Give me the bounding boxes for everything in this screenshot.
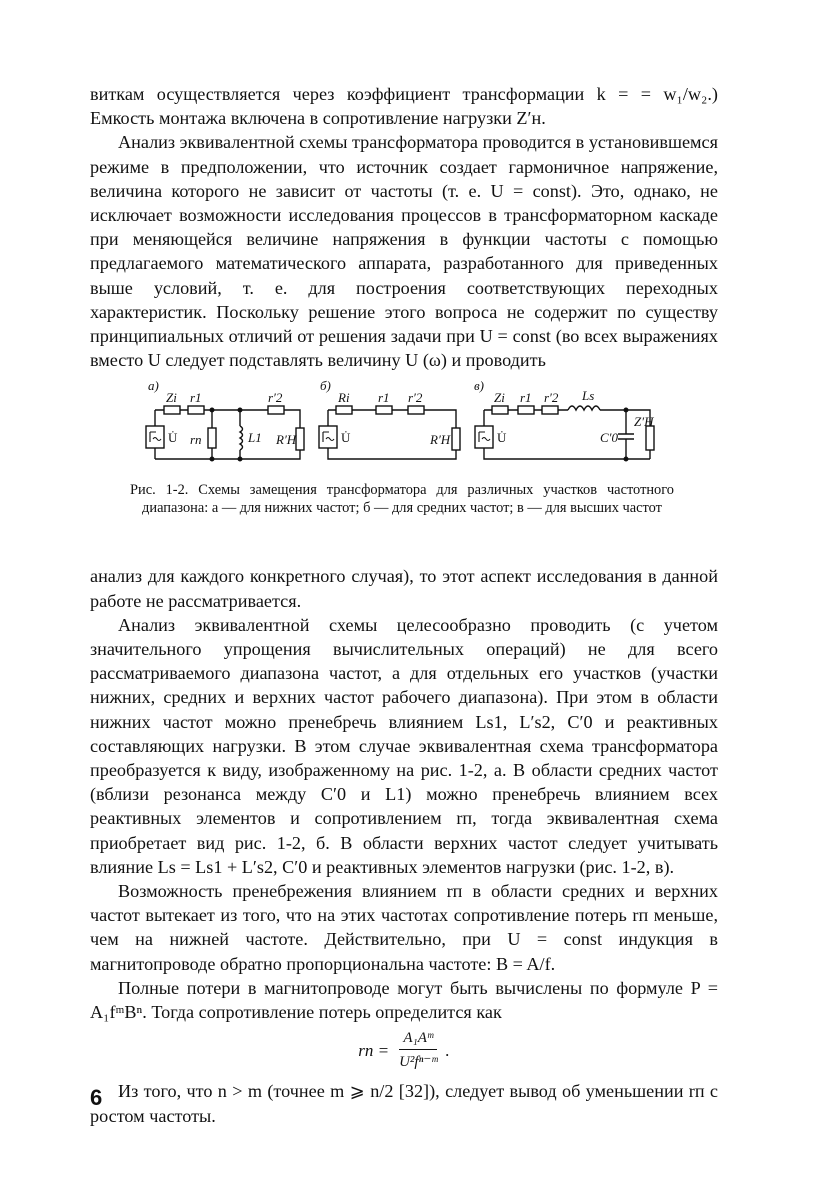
paragraph-6: Полные потери в магнитопроводе могут быть вычислены по формуле P = A₁fᵐBⁿ. Тогда сопротивление потерь определится как	[90, 977, 718, 1023]
panel-b-letter: б)	[320, 378, 331, 394]
panel-a-l1-label: L1	[248, 430, 262, 446]
panel-b-r2-resistor	[408, 406, 424, 414]
formula-fraction	[395, 1030, 441, 1071]
panel-a-rp-resistor	[208, 428, 216, 448]
panel-b-r1-resistor	[376, 406, 392, 414]
panel-c-ls-label: Ls	[582, 388, 595, 404]
page-body	[90, 82, 718, 1128]
formula-end: .	[445, 1040, 450, 1060]
panel-c-load-impedance	[646, 426, 654, 450]
formula-numerator: A₁Aᵐ	[399, 1030, 437, 1050]
formula-lhs: rп =	[358, 1040, 390, 1060]
paragraph-3: анализ для каждого конкретного случая), то этот аспект исследования в данной работе не рассматривается.	[90, 566, 718, 611]
panel-c-zi-label: Zi	[494, 390, 505, 406]
panel-c-r1-resistor	[518, 406, 534, 414]
paragraph-5: Возможность пренебрежения влиянием rп в области средних и верхних частот вытекает из того, что на этих частотах сопротивление потерь rп меньше, чем на нижней частоте. Действительно, при U = const индукция в магнитопроводе обратно пропорциональна частоте: B = A/f.	[90, 881, 718, 974]
panel-a-zi-label: Zi	[166, 390, 177, 406]
panel-b-ri-resistor	[336, 406, 352, 414]
panel-a-load-label: R′H	[276, 432, 297, 448]
panel-c-letter: в)	[474, 378, 484, 394]
panel-c-r1-label: r1	[520, 390, 532, 406]
panel-a-zi-resistor	[164, 406, 180, 414]
paragraph-4: Анализ эквивалентной схемы целесообразно проводить (с учетом значительного упрощения вычислительных операций) не для всего рассматриваемого диапазона частот, а для отдельных его участков (участки нижних, средних и верхних частот рабочего диапазона). При этом в области нижних частот можно пренебречь влиянием Ls1, L′s2, C′0 и реактивных составляющих нагрузки. В этом случае эквивалентная схема трансформатора преобразуется к виду, изображенному на рис. 1-2, а. В области средних частот (вблизи резонанса между C′0 и L1) можно пренебречь влиянием всех реактивных элементов и сопротивлением rп, тогда эквивалентная схема приобретает вид рис. 1-2, б. В области верхних частот следует учитывать влияние Ls = Ls1 + L′s2, C′0 и реактивных элементов нагрузки (рис. 1-2, в).	[90, 614, 718, 877]
paragraph-1: виткам осуществляется через коэффициент трансформации k = = w₁/w₂.) Емкость монтажа включена в сопротивление нагрузки Z′н.	[90, 84, 718, 129]
panel-b-ri-label: Ri	[338, 390, 350, 406]
panel-a-r2-label: r′2	[268, 390, 283, 406]
panel-c-source-label: U̇	[497, 430, 507, 446]
panel-b-load-label: R′H	[430, 432, 451, 448]
panel-c-r2-label: r′2	[544, 390, 559, 406]
panel-c-zi-resistor	[492, 406, 508, 414]
paragraph-7: Из того, что n > m (точнее m ⩾ n/2 [32]), следует вывод об уменьшении rп с ростом частоты.	[90, 1081, 718, 1126]
panel-b-r2-label: r′2	[408, 390, 423, 406]
panel-a-rp-label: rп	[190, 432, 202, 448]
panel-c-ls-inductor	[568, 406, 600, 410]
figure-1-2	[90, 376, 718, 556]
panel-a-load-resistor	[296, 428, 304, 450]
panel-a-l1-inductor	[240, 426, 243, 450]
panel-a-letter: а)	[148, 378, 159, 394]
panel-a-source-label: U̇	[168, 430, 178, 446]
panel-c-load-label: Z′H	[634, 414, 654, 430]
panel-a-r2-resistor	[268, 406, 284, 414]
circuit-diagrams	[90, 376, 718, 556]
panel-a-r1-label: r1	[190, 390, 202, 406]
panel-b-source-label: U̇	[341, 430, 351, 446]
panel-c-c0-capacitor	[618, 410, 634, 459]
page-number: 6	[90, 1085, 103, 1110]
formula-denominator: U²fⁿ⁻ᵐ	[399, 1054, 438, 1071]
paragraph-2: Анализ эквивалентной схемы трансформатора проводится в установившемся режиме в предположении, что источник создает гармоничное напряжение, величина которого не зависит от частоты (т. е. U = const). Это, однако, не исключает возможности исследования процессов в трансформаторном каскаде при меняющейся величине напряжения в функции частоты с помощью предлагаемого математического аппарата, разработанного для приведенных выше условий, т. е. для построения соответствующих переходных характеристик. Поскольку решение этого вопроса не содержит по существу принципиальных отличий от решения задачи при U = const (во всех выражениях вместо U следует подставлять величину U (ω) и проводить	[90, 132, 718, 371]
figure-caption: Рис. 1-2. Схемы замещения трансформатора для различных участков частотного диапазона: а — для нижних частот; б — для средних частот; в — для высших частот	[130, 482, 674, 516]
panel-a-r1-resistor	[188, 406, 204, 414]
panel-b-r1-label: r1	[378, 390, 390, 406]
loss-resistance-formula	[90, 1030, 718, 1071]
panel-c-r2-resistor	[542, 406, 558, 414]
panel-c-c0-label: C′0	[600, 430, 619, 446]
panel-b-load-resistor	[452, 428, 460, 450]
